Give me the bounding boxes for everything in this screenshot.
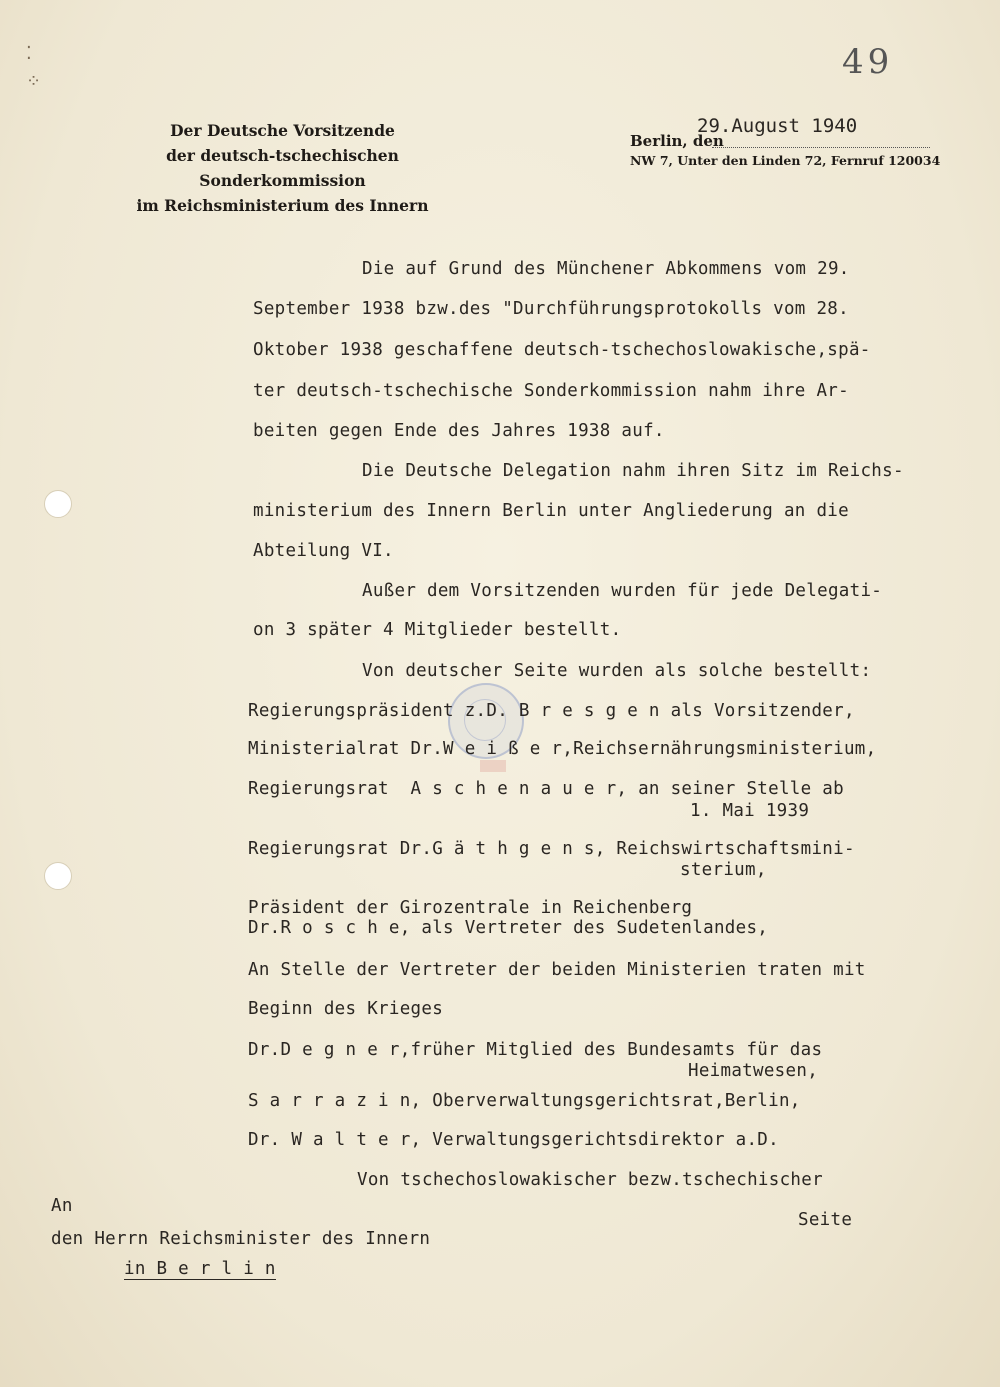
member-line: Regierungsrat A s c h e n a u e r, an seiner Stelle ab: [248, 779, 844, 799]
body-line: An Stelle der Vertreter der beiden Ministerien traten mit: [248, 960, 866, 980]
member-line: Präsident der Girozentrale in Reichenberg: [248, 898, 693, 918]
punch-hole-top: [44, 490, 72, 518]
margin-marks: ⁚ ⁘: [26, 43, 42, 92]
recipient-line-2: in B e r l i n: [124, 1259, 276, 1279]
body-line: Seite: [798, 1210, 853, 1230]
body-line: September 1938 bzw.des "Durchführungsprotokolls vom 28.: [253, 299, 849, 319]
member-line: 1. Mai 1939: [690, 801, 810, 821]
body-line: Die Deutsche Delegation nahm ihren Sitz im Reichs-: [362, 461, 904, 481]
body-line: Oktober 1938 geschaffene deutsch-tschechoslowakische,spä-: [253, 340, 871, 360]
member-line: Dr.R o s c h e, als Vertreter des Sudetenlandes,: [248, 918, 769, 938]
member-line: Heimatwesen,: [688, 1061, 819, 1081]
recipient-line-1: den Herrn Reichsminister des Innern: [51, 1229, 431, 1249]
letter-date: 29.August 1940: [697, 115, 858, 137]
sender-address: NW 7, Unter den Linden 72, Fernruf 120034: [630, 153, 941, 168]
member-line: Dr. W a l t e r, Verwaltungsgerichtsdirektor a.D.: [248, 1130, 779, 1150]
member-line: S a r r a z i n, Oberverwaltungsgerichtsrat,Berlin,: [248, 1091, 801, 1111]
body-line: Außer dem Vorsitzenden wurden für jede Delegati-: [362, 581, 883, 601]
punch-hole-bottom: [44, 862, 72, 890]
member-line: Ministerialrat Dr.W e i ß e r,Reichsernährungsministerium,: [248, 739, 877, 759]
member-line: Regierungspräsident z.D. B r e s g e n als Vorsitzender,: [248, 701, 855, 721]
body-line: on 3 später 4 Mitglieder bestellt.: [253, 620, 622, 640]
letterhead-line-2: der deutsch-tschechischen Sonderkommission: [166, 146, 399, 190]
body-line: Von deutscher Seite wurden als solche bestellt:: [362, 661, 872, 681]
letterhead: [110, 118, 455, 218]
page-number: 49: [842, 42, 894, 82]
body-line: ter deutsch-tschechische Sonderkommission nahm ihre Ar-: [253, 381, 849, 401]
body-line: ministerium des Innern Berlin unter Angliederung an die: [253, 501, 849, 521]
body-line: Von tschechoslowakischer bezw.tschechischer: [357, 1170, 823, 1190]
letterhead-line-3: im Reichsministerium des Innern: [136, 196, 429, 215]
body-line: beiten gegen Ende des Jahres 1938 auf.: [253, 421, 665, 441]
recipient-an: An: [51, 1196, 73, 1216]
body-line: Die auf Grund des Münchener Abkommens vom 29.: [362, 259, 850, 279]
body-line: Abteilung VI.: [253, 541, 394, 561]
letterhead-line-1: Der Deutsche Vorsitzende: [170, 121, 395, 140]
member-line: Regierungsrat Dr.G ä t h g e n s, Reichswirtschaftsmini-: [248, 839, 855, 859]
place-prefix: Berlin, den: [630, 132, 724, 150]
date-dotted-line: [712, 147, 930, 148]
member-line: sterium,: [680, 860, 767, 880]
faded-red-mark: [480, 760, 506, 772]
member-line: Dr.D e g n e r,früher Mitglied des Bundesamts für das: [248, 1040, 823, 1060]
body-line: Beginn des Krieges: [248, 999, 444, 1019]
